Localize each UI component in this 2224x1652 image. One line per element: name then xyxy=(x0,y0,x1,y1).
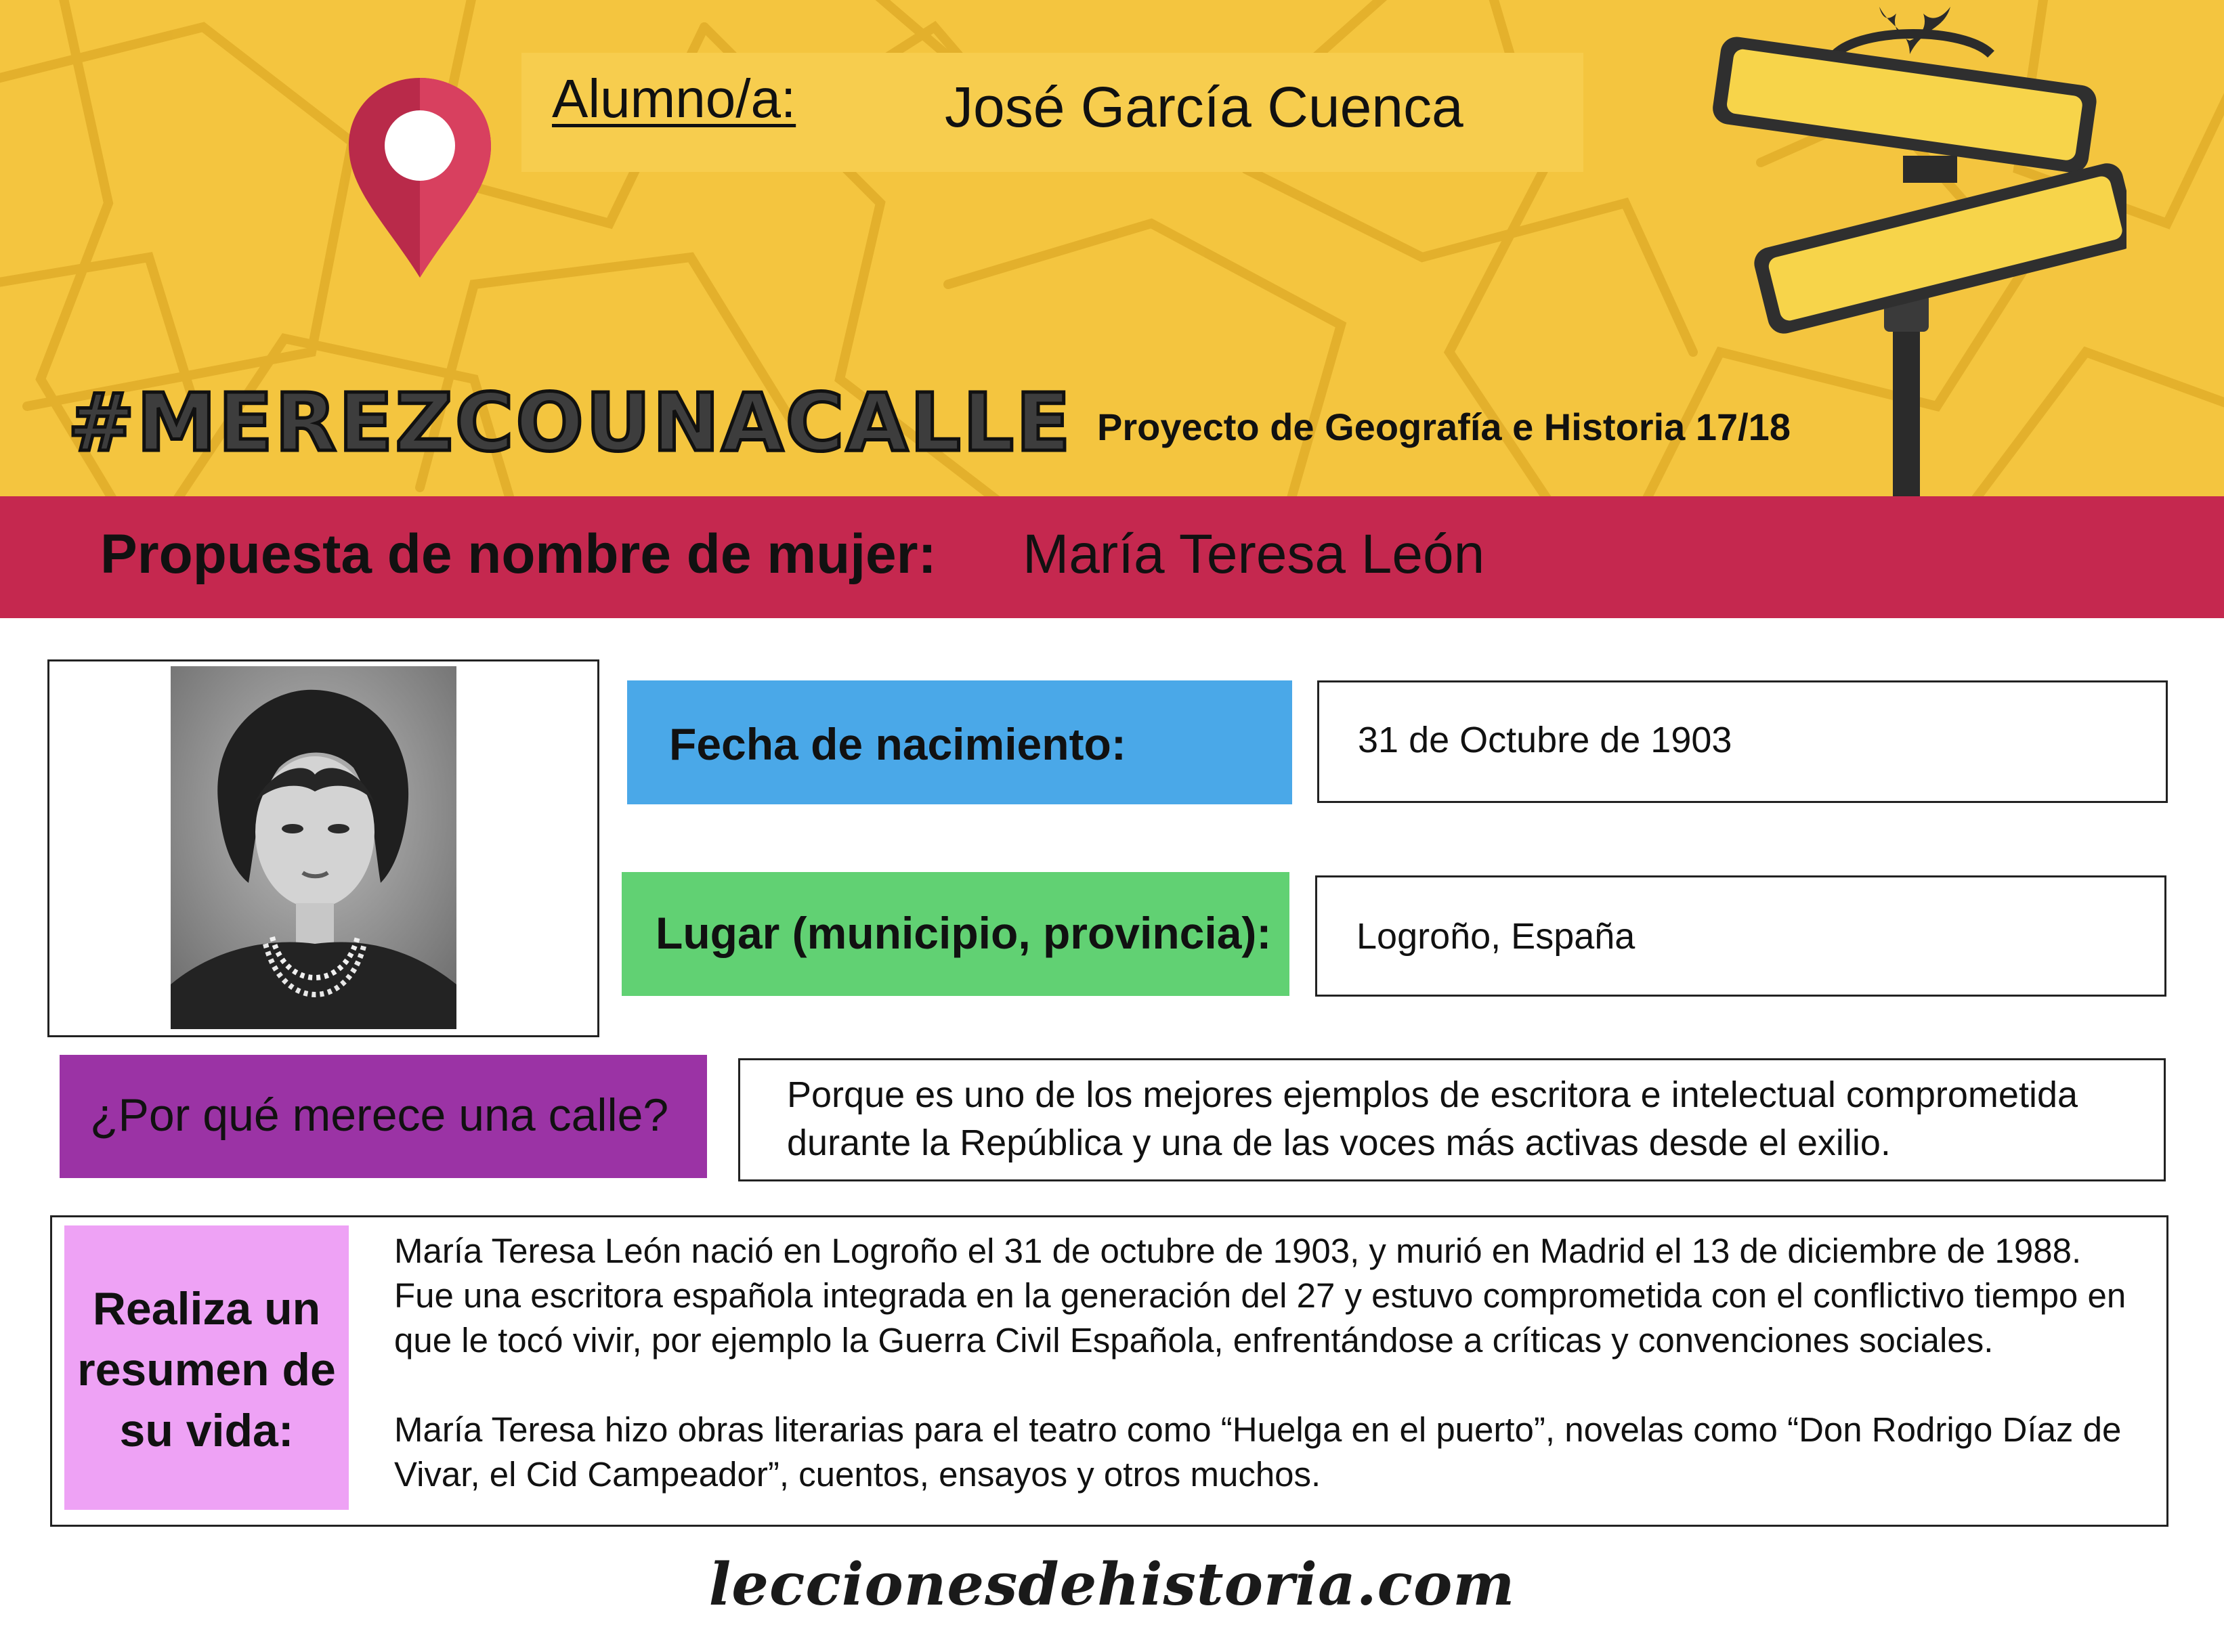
summary-paragraph-1: María Teresa León nació en Logroño el 31 de octubre de 1903, y murió en Madrid el 13 de diciembre de 1988. Fue una escritora española integrada en la generación del 27 y estuvo comprometida con el conflictivo tiempo en que le tocó vivir, por ejemplo la Guerra Civil Española, enfrentándose a críticas y convenciones sociales. xyxy=(394,1232,2126,1360)
summary-text xyxy=(394,1229,2128,1497)
birth-date-value: 31 de Octubre de 1903 xyxy=(1358,720,1732,760)
portrait-photo xyxy=(171,666,456,1029)
project-subtitle: Proyecto de Geografía e Historia 17/18 xyxy=(1097,406,1791,448)
summary-paragraph-2: María Teresa hizo obras literarias para el teatro como “Huelga en el puerto”, novelas como “Don Rodrigo Díaz de Vivar, el Cid Campeador”, cuentos, ensayos y otros muchos. xyxy=(394,1410,2122,1494)
birth-place-label: Lugar (municipio, provincia): xyxy=(622,872,1289,996)
why-text: Porque es uno de los mejores ejemplos de escritora e intelectual comprometida durante la República y una de las voces más activas desde el exilio. xyxy=(787,1074,2078,1163)
student-name: José García Cuenca xyxy=(945,75,1463,139)
birth-place-value: Logroño, España xyxy=(1356,916,1635,957)
summary-label: Realiza un resumen de su vida: xyxy=(64,1225,349,1510)
footer-site: leccionesdehistoria.com xyxy=(708,1550,1516,1619)
street-sign-icon xyxy=(1707,0,2126,496)
birth-date-label: Fecha de nacimiento: xyxy=(627,680,1292,804)
map-pin-icon xyxy=(345,74,494,284)
proposal-label: Propuesta de nombre de mujer: xyxy=(100,523,937,585)
proposal-name: María Teresa León xyxy=(1023,523,1485,585)
why-label: ¿Por qué merece una calle? xyxy=(60,1055,707,1178)
student-label: Alumno/a: xyxy=(552,68,796,129)
hashtag-title: #MEREZCOUNACALLE xyxy=(68,376,1073,469)
